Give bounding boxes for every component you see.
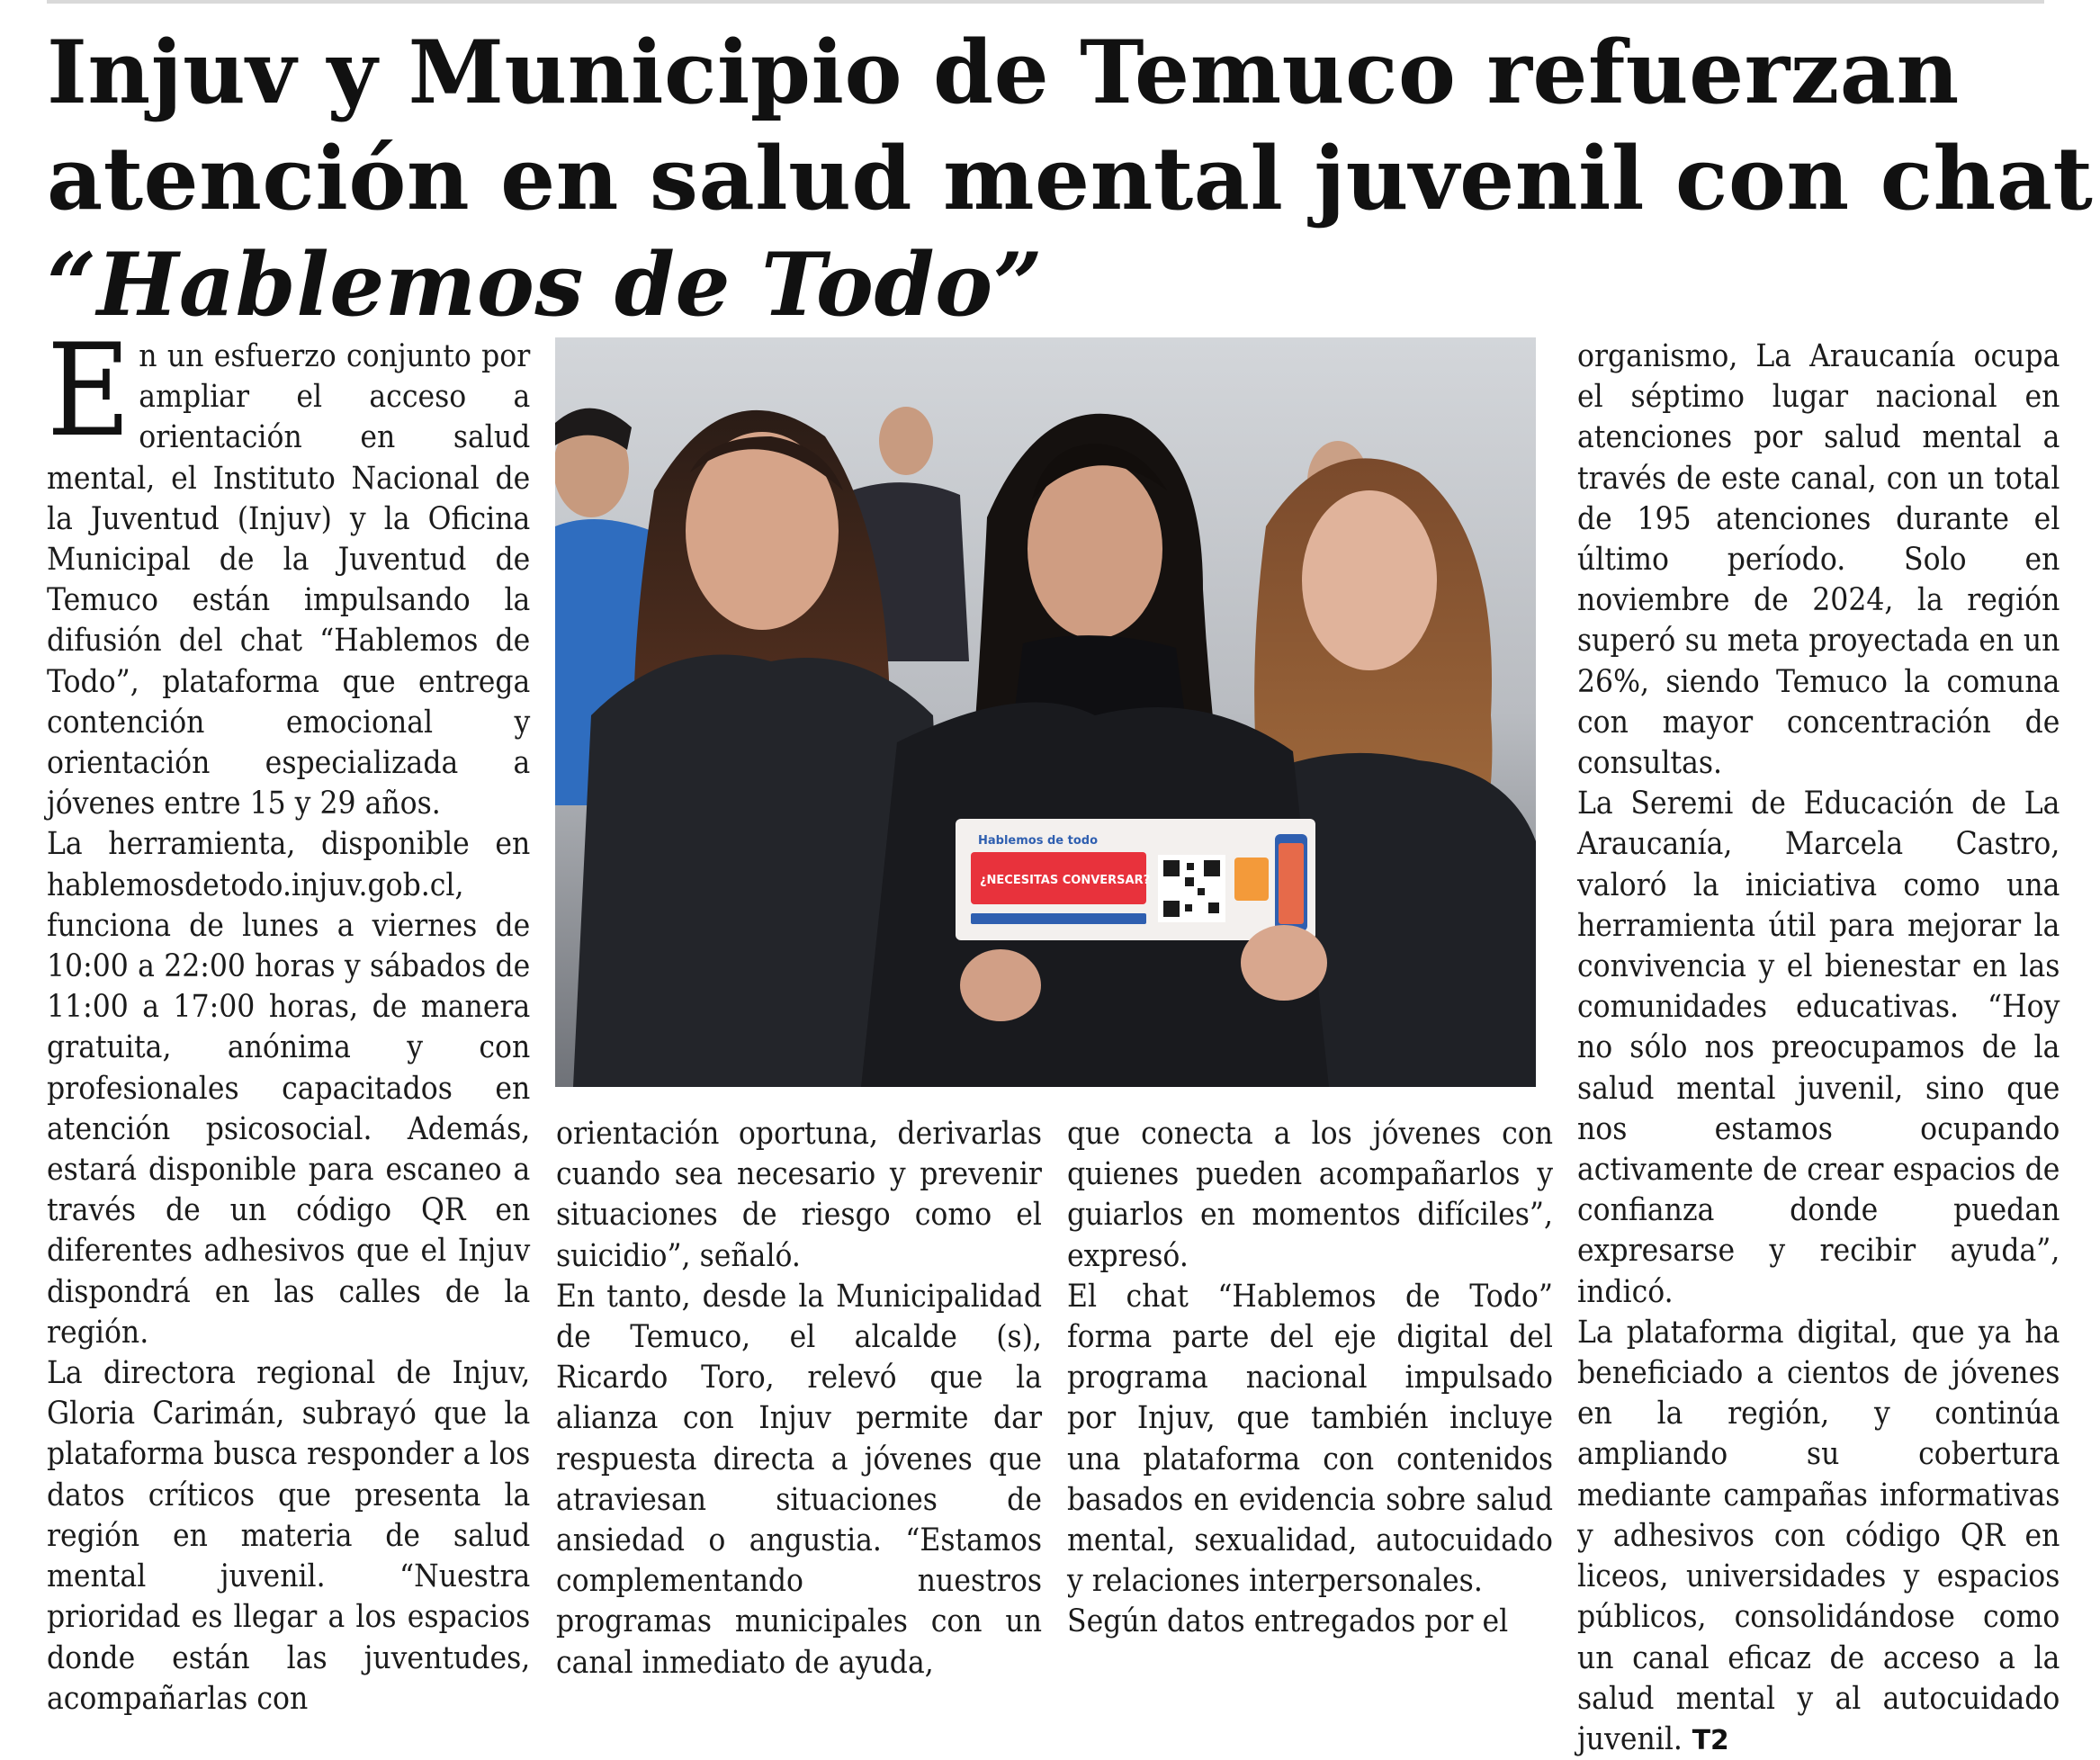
article-column-4 [1577,337,2060,1760]
paragraph: En tanto, desde la Municipalidad de Temuco, el alcalde (s), Ricardo Toro, relevó que la alianza con Injuv permite dar respuesta directa a jóvenes que atraviesan situaciones de ansiedad o angustia. “Estamos complementando nuestros programas municipales con un canal inmediato de ayuda, [556,1278,1042,1681]
top-rule [47,0,2044,4]
headline-line-1: Injuv y Municipio de Temuco refuerzan [47,22,1960,123]
drop-cap: E [47,317,131,465]
card-brand: Hablemos de todo [978,834,1099,848]
paragraph [47,317,531,824]
paragraph: organismo, La Araucanía ocupa el séptimo lugar nacional en atenciones por salud mental a través de este canal, con un total de 195 atenciones durante el último período. Solo en noviembre de 2024, la región superó su meta proyectada en un 26%, siendo Temuco la comuna con mayor concentración de consultas. [1577,338,2060,782]
paragraph: La Seremi de Educación de La Araucanía, Marcela Castro, valoró la iniciativa como una herramienta útil para mejorar la convivencia y el bienestar en las comunidades educativas. “Hoy no sólo nos preocupamos de la salud mental juvenil, sino que nos estamos ocupando activamente de crear espacios de confianza donde puedan expresarse y recibir ayuda”, indicó. [1577,786,2060,1310]
article-photo [555,337,1536,1087]
paragraph: La herramienta, disponible en hablemosdetodo.injuv.gob.cl, funciona de lunes a viernes de 10:00 a 22:00 horas y sábados de 11:00 a 17:00 horas, de manera gratuita, anónima y con profesionales capacitados en atención psicosocial. Además, estará disponible para escaneo a través de un código QR en diferentes adhesivos que el Injuv dispondrá en las calles de la región. [47,826,531,1351]
headline-line-2: atención en salud mental juvenil con chat [47,128,2094,229]
paragraph: Según datos entregados por el [1067,1603,1509,1640]
hand-left [960,949,1041,1021]
article-column-2 [556,1114,1042,1684]
paragraph: que conecta a los jóvenes con quienes pueden acompañarlos y guiarlos en momentos difíciles”, expresó. [1067,1116,1553,1274]
paragraph [1577,1313,2060,1760]
chat-card [956,819,1315,940]
headline-line-3: “Hablemos de Todo” [47,234,1044,336]
paragraph-text: La plataforma digital, que ya ha beneficiado a cientos de jóvenes en la región, y continúa ampliando su cobertura mediante campañas informativas y adhesivos con código QR en liceos, universidades y espacios públicos, consolidándose como un canal eficaz de acceso a la salud mental y al autocuidado juvenil. [1577,1314,2060,1757]
article-column-3 [1067,1114,1553,1643]
article-column-1 [47,317,531,1720]
paragraph: orientación oportuna, derivarlas cuando sea necesario y prevenir situaciones de riesgo como el suicidio”, señaló. [556,1116,1042,1274]
paragraph: La directora regional de Injuv, Gloria Carimán, subrayó que la plataforma busca responder a los datos críticos que presenta la región en materia de salud mental juvenil. “Nuestra prioridad es llegar a los espacios donde están las juventudes, acompañarlas con [47,1355,531,1717]
headline [47,20,2094,338]
card-title: ¿NECESITAS CONVERSAR? [980,874,1151,887]
signature-logo: T2 [1692,1724,1729,1756]
paragraph-text: n un esfuerzo conjunto por ampliar el acceso a orientación en salud mental, el Instituto Nacional de la Juventud (Injuv) y la Oficina Municipal de la Juventud de Temuco están impulsando la difusión del chat “Hablemos de Todo”, plataforma que entrega contención emocional y orientación especializada a jóvenes entre 15 y 29 años. [47,338,531,822]
paragraph: El chat “Hablemos de Todo” forma parte del eje digital del programa nacional impulsado por Injuv, que también incluye una plataforma con contenidos basados en evidencia sobre salud mental, sexualidad, autocuidado y relaciones interpersonales. [1067,1278,1553,1600]
hand-right [1241,925,1327,1001]
